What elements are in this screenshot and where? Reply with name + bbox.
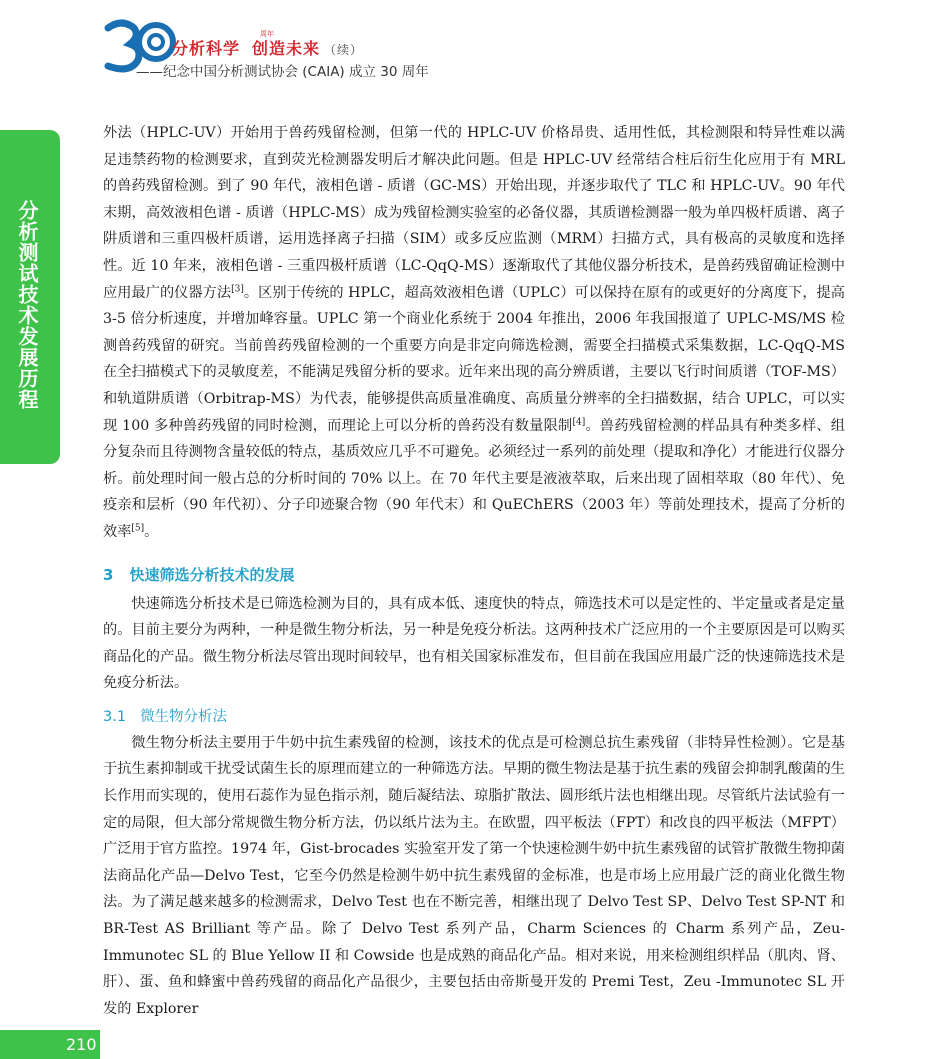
slogan-part1: 分析科学 [172, 39, 241, 58]
subsection-title: 微生物分析法 [140, 708, 228, 725]
subsection-number: 3.1 [103, 708, 127, 725]
citation: [5] [131, 523, 145, 534]
slogan-part2: 创造未来 [252, 39, 321, 58]
section-number: 3 [103, 565, 114, 584]
section-heading [103, 564, 845, 585]
chapter-side-tab [0, 130, 60, 464]
citation: [4] [572, 416, 586, 427]
paragraph-text: 。 [144, 523, 159, 540]
article-body [103, 120, 845, 1022]
slogan [172, 36, 363, 59]
subsection-heading [103, 705, 845, 726]
slogan-cont: （续） [324, 43, 364, 57]
paragraph [103, 120, 845, 546]
page-header [100, 14, 500, 84]
paragraph-text: 。兽药残留检测的样品具有种类多样、组分复杂而且待测物含量较低的特点，基质效应几乎不可避免。必须经过一系列的前处理（提取和净化）才能进行仪器分析。前处理时间一般占总的分析时间的 70% 以上。在 70 年代主要是液液萃取，后来出现了固相萃取（80 年代）、免疫亲和层析（90 年代初）、分子印迹聚合物（90 年代末）和 QuEChERS（2003 年）等前处理技术，提高了分析的效率 [103, 417, 845, 540]
paragraph-text: 外法（HPLC-UV）开始用于兽药残留检测，但第一代的 HPLC-UV 价格昂贵、适用性低，其检测限和特异性难以满足违禁药物的检测要求，直到荧光检测器发明后才解决此问题。但是 HPLC-UV 经常结合柱后衍生化应用于有 MRL 的兽药残留检测。到了 90 年代，液相色谱 - 质谱（GC-MS）开始出现，并逐步取代了 TLC 和 HPLC-UV。90 年代末期，高效液相色谱 - 质谱（HPLC-MS）成为残留检测实验室的必备仪器，其质谱检测器一般为单四极杆质谱、离子阱质谱和三重四极杆质谱，运用选择离子扫描（SIM）或多反应监测（MRM）扫描方式，具有极高的灵敏度和选择性。近 10 年来，液相色谱 - 三重四极杆质谱（LC-QqQ-MS）逐渐取代了其他仪器分析技术，是兽药残留确证检测中应用最广的仪器方法 [103, 125, 845, 301]
paragraph: 微生物分析法主要用于牛奶中抗生素残留的检测，该技术的优点是可检测总抗生素残留（非特异性检测）。它是基于抗生素抑制或干扰受试菌生长的原理而建立的一种筛选方法。早期的微生物法是基于抗生素的残留会抑制乳酸菌的生长作用而实现的，使用石蕊作为显色指示剂，随后凝结法、琼脂扩散法、圆形纸片法也相继出现。尽管纸片法试验有一定的局限，但大部分常规微生物分析方法，仍以纸片法为主。在欧盟，四平板法（FPT）和改良的四平板法（MFPT）广泛用于官方监控。1974 年，Gist-brocades 实验室开发了第一个快速检测牛奶中抗生素残留的试管扩散微生物抑菌法商品化产品—Delvo Test，它至今仍然是检测牛奶中抗生素残留的金标准，也是市场上应用最广泛的商业化微生物法。为了满足越来越多的检测需求，Delvo Test 也在不断完善，相继出现了 Delvo Test SP、Delvo Test SP-NT 和 BR-Test AS Brilliant 等产品。除了 Delvo Test 系列产品，Charm Sciences 的 Charm 系列产品，Zeu-Immunotec SL 的 Blue Yellow II 和 Cowside 也是成熟的商品化产品。相对来说，用来检测组织样品（肌肉、肾、肝）、蛋、鱼和蜂蜜中兽药残留的商品化产品很少，主要包括由帝斯曼开发的 Premi Test，Zeu -Immunotec SL 开发的 Explorer [103, 734, 845, 1017]
paragraph: 快速筛选分析技术是已筛选检测为目的，具有成本低、速度快的特点，筛选技术可以是定性的、半定量或者是定量的。目前主要分为两种，一种是微生物分析法，另一种是免疫分析法。这两种技术广泛应用的一个主要原因是可以购买商品化的产品。微生物分析法尽管出现时间较早，也有相关国家标准发布，但目前在我国应用最广泛的快速筛选技术是免疫分析法。 [103, 595, 845, 692]
page-number: 210 [66, 1035, 97, 1054]
chapter-tab-label: 分析测试技术发展历程 [15, 200, 39, 410]
anniversary-mark: 周年 [260, 30, 274, 38]
section-title: 快速筛选分析技术的发展 [129, 565, 295, 584]
paragraph-text: 。区别于传统的 HPLC，超高效液相色谱（UPLC）可以保持在原有的或更好的分离度下，提高 3-5 倍分析速度，并增加峰容量。UPLC 第一个商业化系统于 2004 年推出，2006 年我国报道了 UPLC-MS/MS 检测兽药残留的研究。当前兽药残留检测的一个重要方向是非定向筛选检测，需要全扫描模式采集数据，LC-QqQ-MS 在全扫描模式下的灵敏度差，不能满足残留分析的要求。近年来出现的高分辨质谱，主要以飞行时间质谱（TOF-MS）和轨道阱质谱（Orbitrap-MS）为代表，能够提供高质量准确度、高质量分辨率的全扫描数据，结合 UPLC，可以实现 100 多种兽药残留的同时检测，而理论上可以分析的兽药没有数量限制 [103, 284, 845, 434]
citation: [3] [231, 283, 244, 294]
header-subtitle: ——纪念中国分析测试协会 (CAIA) 成立 30 周年 [136, 64, 429, 80]
